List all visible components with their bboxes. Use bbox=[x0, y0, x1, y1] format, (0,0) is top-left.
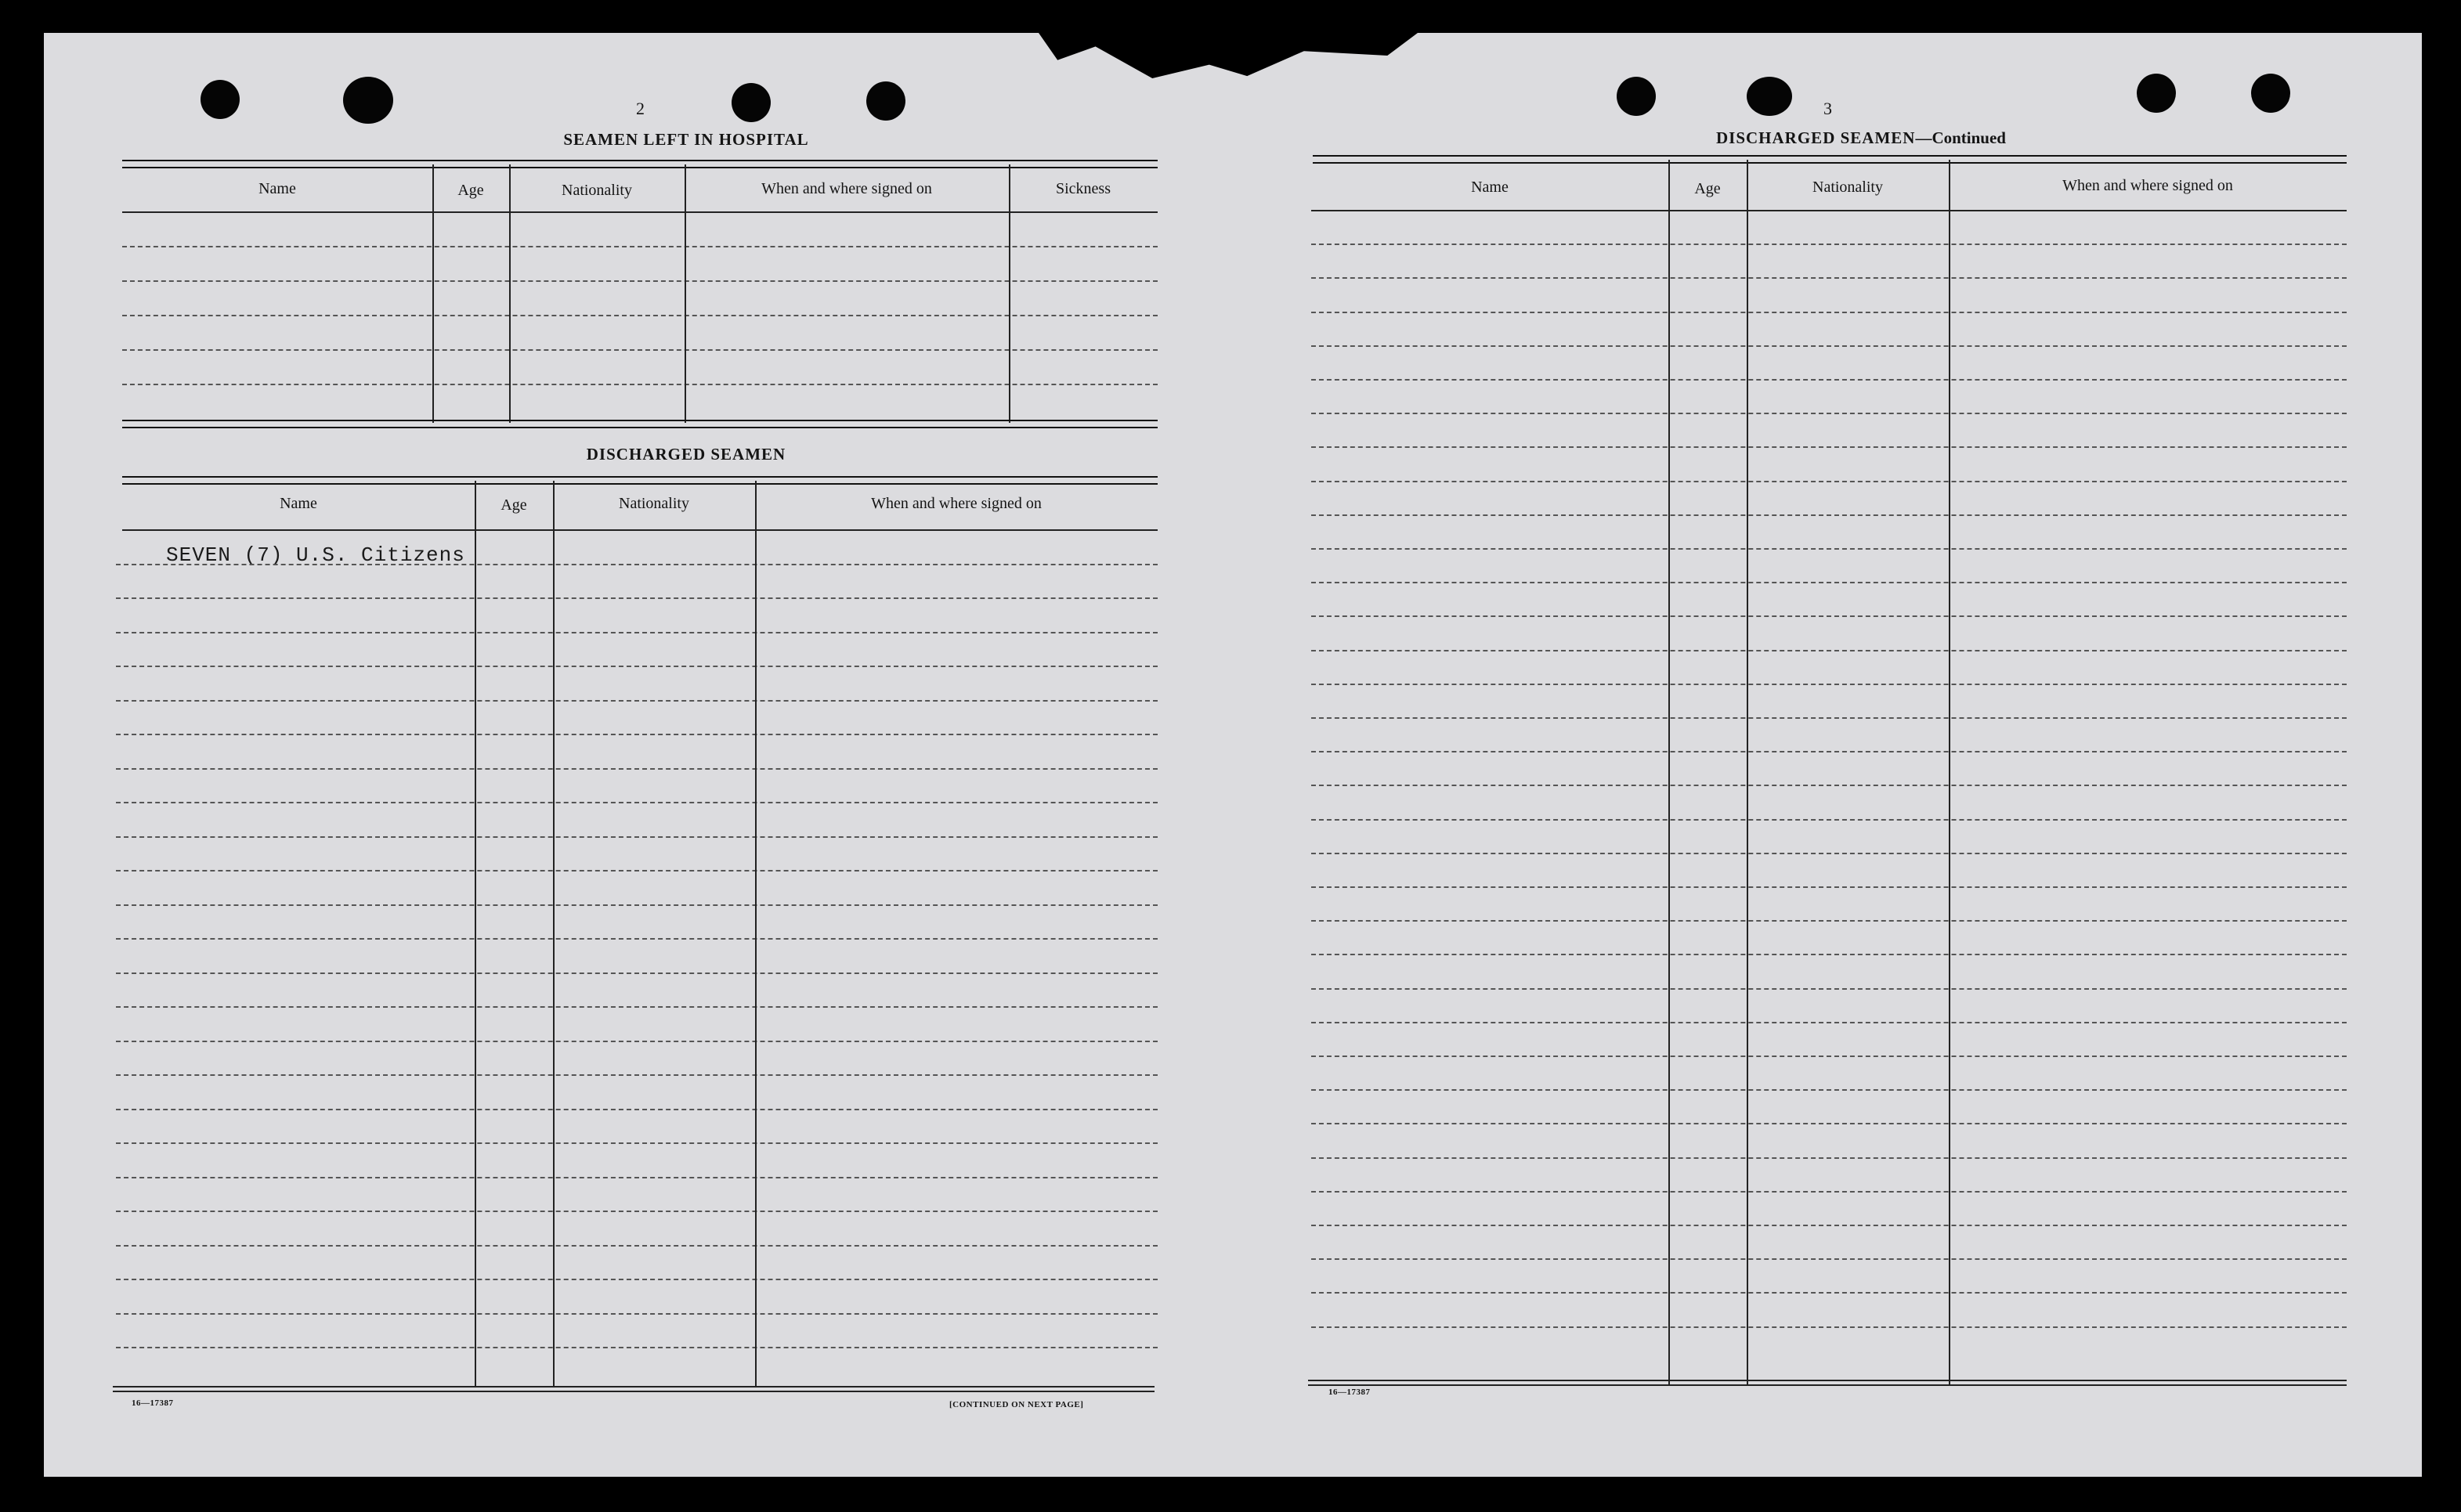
hospital-section-title: SEAMEN LEFT IN HOSPITAL bbox=[563, 130, 809, 149]
discharged-section-title: DISCHARGED SEAMEN bbox=[586, 445, 786, 464]
discharged-entry: SEVEN (7) U.S. Citizens bbox=[166, 543, 465, 567]
right-table-top-rule bbox=[1313, 155, 2347, 164]
row-line bbox=[1311, 615, 2347, 617]
row-line bbox=[1311, 751, 2347, 752]
right-col-nationality: Nationality bbox=[1812, 179, 1883, 196]
row-line bbox=[1311, 1225, 2347, 1226]
row-line bbox=[1311, 1191, 2347, 1193]
right-page bbox=[44, 33, 2422, 1477]
row-line bbox=[1311, 514, 2347, 516]
continued-note: [CONTINUED ON NEXT PAGE] bbox=[949, 1400, 1084, 1409]
row-line bbox=[1311, 684, 2347, 685]
row-line bbox=[1311, 920, 2347, 922]
row-line bbox=[1311, 954, 2347, 955]
hospital-col-nationality: Nationality bbox=[562, 182, 632, 199]
row-line bbox=[1311, 1123, 2347, 1124]
discharged-col-nationality: Nationality bbox=[619, 495, 689, 512]
row-line bbox=[1311, 379, 2347, 381]
right-table-bottom-rule bbox=[1308, 1380, 2347, 1381]
row-line bbox=[1311, 650, 2347, 651]
form-number: 16—17387 bbox=[132, 1398, 174, 1408]
row-line bbox=[1311, 1056, 2347, 1057]
discharged-col-name: Name bbox=[280, 495, 317, 512]
title-continued: —Continued bbox=[1915, 128, 2006, 147]
row-line bbox=[1311, 1292, 2347, 1294]
title-main: DISCHARGED SEAMEN bbox=[1716, 128, 1916, 147]
right-col-signed-on: When and where signed on bbox=[2062, 177, 2233, 194]
row-line bbox=[1311, 1022, 2347, 1023]
row-line bbox=[1311, 785, 2347, 786]
right-col-name: Name bbox=[1471, 179, 1509, 196]
row-line bbox=[1311, 277, 2347, 279]
page-number: 3 bbox=[1823, 99, 1832, 118]
row-line bbox=[1311, 548, 2347, 550]
right-table-bottom-rule bbox=[1308, 1384, 2347, 1386]
row-line bbox=[1311, 819, 2347, 821]
row-line bbox=[1311, 1326, 2347, 1328]
row-line bbox=[1311, 988, 2347, 990]
discharged-col-signed-on: When and where signed on bbox=[871, 495, 1042, 512]
hospital-col-sickness: Sickness bbox=[1056, 180, 1111, 197]
hospital-col-age: Age bbox=[457, 182, 484, 199]
discharged-col-age: Age bbox=[501, 496, 527, 514]
row-line bbox=[1311, 1258, 2347, 1260]
row-line bbox=[1311, 717, 2347, 719]
row-line bbox=[1311, 345, 2347, 347]
row-line bbox=[1311, 481, 2347, 482]
right-header-rule bbox=[1311, 210, 2347, 211]
row-line bbox=[1311, 853, 2347, 854]
page-number: 2 bbox=[636, 99, 645, 118]
ledger-sheet bbox=[44, 33, 2422, 1477]
hospital-col-name: Name bbox=[258, 180, 296, 197]
row-line bbox=[1311, 413, 2347, 414]
row-line bbox=[1311, 312, 2347, 313]
row-line bbox=[1311, 582, 2347, 583]
row-line bbox=[1311, 886, 2347, 888]
row-line bbox=[1311, 446, 2347, 448]
hospital-col-signed-on: When and where signed on bbox=[761, 180, 932, 197]
discharged-continued-title bbox=[1571, 128, 2151, 148]
right-col-age: Age bbox=[1694, 180, 1721, 197]
row-line bbox=[1311, 1157, 2347, 1159]
form-number: 16—17387 bbox=[1328, 1388, 1371, 1397]
right-col-divider bbox=[1747, 160, 1748, 1384]
row-line bbox=[1311, 1089, 2347, 1091]
right-col-divider bbox=[1949, 160, 1950, 1384]
row-line bbox=[1311, 244, 2347, 245]
right-col-divider bbox=[1668, 160, 1670, 1384]
